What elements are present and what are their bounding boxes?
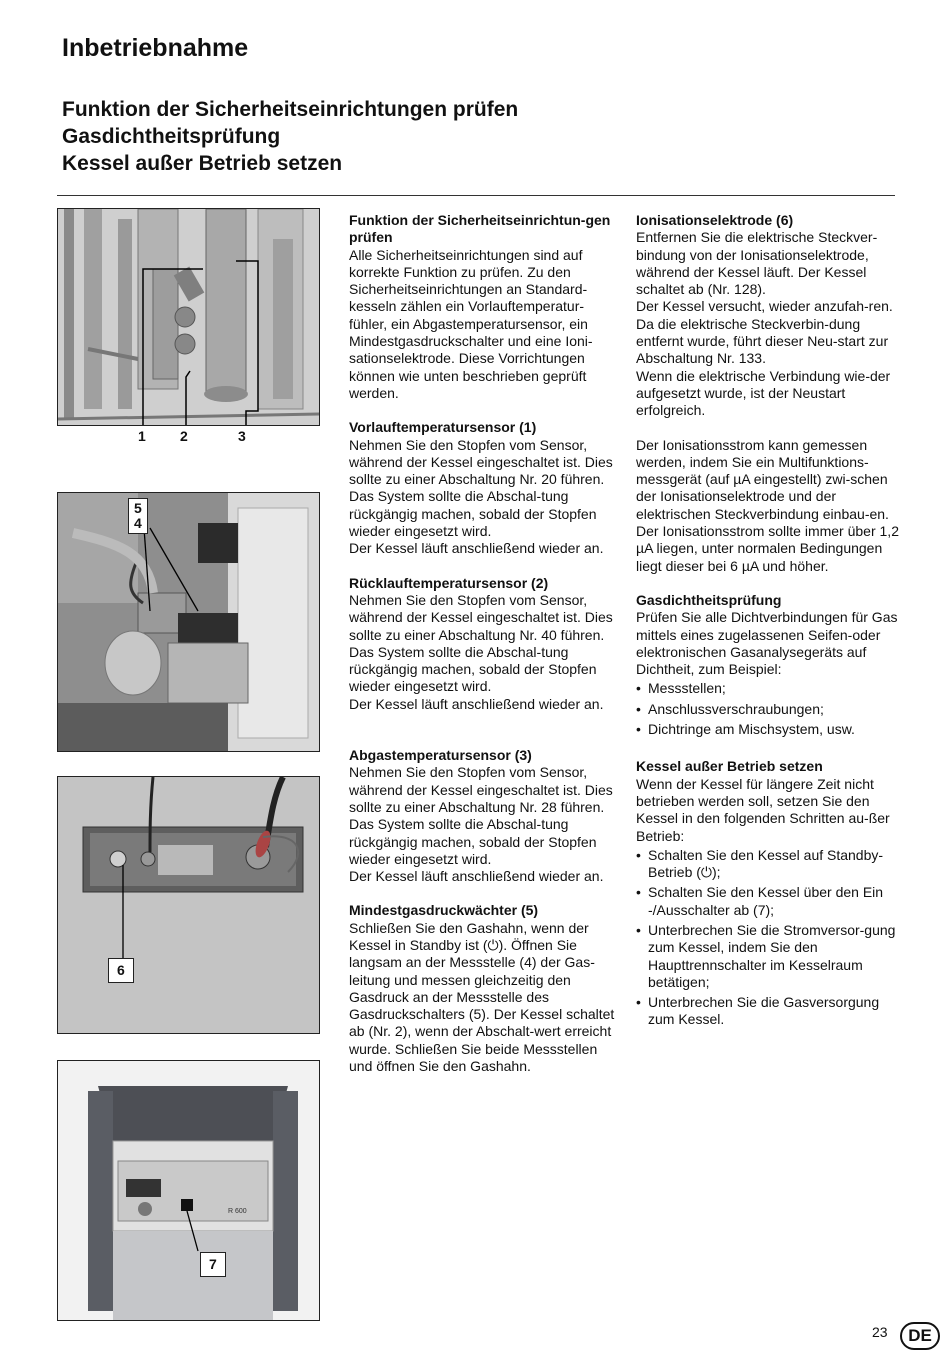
callout-5: 5 xyxy=(134,500,142,516)
heading-return-sensor: Rücklauftemperatursensor (2) xyxy=(349,574,549,591)
text-gas-pressure: Schließen Sie den Gashahn, wenn der Kessel in Standby ist (⏻). Öffnen Sie langsam an der Messstelle (4) der Gas-leitung und messen gleichzeitig den Gasdruck an der Messstelle des Gasdruckschalters (5). Der Kessel schaltet ab (Nr. 2), wenn der Abschalt-wert erreicht wurde. Schließen Sie beide Messstellen und öffnen Sie den Gashahn. xyxy=(349,919,615,1075)
header-divider xyxy=(57,195,895,196)
callout-1: 1 xyxy=(138,428,146,444)
heading-flow-sensor: Vorlauftemperatursensor (1) xyxy=(349,419,537,436)
list-item: • Unterbrechen Sie die Stromversor-gung zum Kessel, indem Sie den Haupttrennschalter im Kesselraum betätigen; xyxy=(636,922,906,991)
heading-shutdown: Kessel außer Betrieb setzen xyxy=(636,758,823,775)
section-safety-check xyxy=(349,212,617,402)
text-flow-sensor-restart: Der Kessel läuft anschließend wieder an. xyxy=(349,540,604,557)
figure-ionisation-photo xyxy=(57,776,320,1034)
callout-2: 2 xyxy=(180,428,188,444)
section-return-sensor xyxy=(349,575,617,713)
text-flue-sensor: Nehmen Sie den Stopfen vom Sensor, während der Kessel eingeschaltet ist. Dies sollte zu einer Abschaltung Nr. 28 führen. Das System sollte die Abschal-tung rückgängig machen, sobald der Stopfen wieder eingesetzt wird. xyxy=(349,764,613,867)
boiler-interior-illustration xyxy=(58,209,320,426)
heading-gas-tightness: Gasdichtheitsprüfung xyxy=(636,591,782,608)
callout-5-4 xyxy=(128,498,148,534)
list-item: • Messstellen; xyxy=(636,680,906,697)
list-item: • Unterbrechen Sie die Gasversorgung zum Kessel. xyxy=(636,994,906,1029)
subtitle-2: Gasdichtheitsprüfung xyxy=(62,125,281,148)
text-ionisation-restart: Der Kessel versucht, wieder anzufah-ren. Da die elektrische Steckverbin-dung entfernt wurde, führt dieser Neu-start zur Abschaltung Nr. 133. xyxy=(636,298,893,367)
text-ionisation-reconnect: Wenn die elektrische Verbindung wie-der aufgesetzt wurde, ist der Neustart erfolgreich. xyxy=(636,367,891,419)
callout-3: 3 xyxy=(238,428,246,444)
section-subtitles xyxy=(62,96,518,177)
section-gas-tightness xyxy=(636,592,906,738)
boiler-front-illustration xyxy=(58,1061,320,1321)
shutdown-steps-list xyxy=(636,847,906,1029)
heading-safety-check: Funktion der Sicherheitseinrichtun-gen prüfen xyxy=(349,212,611,246)
page-number: 23 xyxy=(872,1324,888,1340)
text-return-sensor-restart: Der Kessel läuft anschließend wieder an. xyxy=(349,695,604,712)
text-shutdown: Wenn der Kessel für längere Zeit nicht betrieben werden soll, setzen Sie den Kessel in den folgenden Schritten au-ßer Betrieb: xyxy=(636,775,890,844)
ionisation-electrode-illustration xyxy=(58,777,320,1034)
subtitle-3: Kessel außer Betrieb setzen xyxy=(62,152,343,175)
figure-sensors-photo xyxy=(57,208,320,426)
text-safety-check: Alle Sicherheitseinrichtungen sind auf korrekte Funktion zu prüfen. Zu den Sicherheitseinrichtungen an Standard-kesseln zählen ein Vorlauftemperatur-fühler, ein Abgastemperatursensor, ein Mindestgasdruckschalter und eine Ioni-sationselektrode. Diese Vorrichtungen können wie unten beschrieben geprüft werden. xyxy=(349,246,593,401)
text-flow-sensor: Nehmen Sie den Stopfen vom Sensor, während der Kessel eingeschaltet ist. Dies sollte zu einer Abschaltung Nr. 20 führen. Das System sollte die Abschal-tung rückgängig machen, sobald der Stopfen wieder eingesetzt wird. xyxy=(349,436,613,540)
figure-gas-valve-photo xyxy=(57,492,320,752)
heading-flue-sensor: Abgastemperatursensor (3) xyxy=(349,747,532,764)
list-item: • Schalten Sie den Kessel über den Ein -/Ausschalter ab (7); xyxy=(636,884,906,919)
boiler-model-label: R 600 xyxy=(228,1208,247,1215)
callout-6: 6 xyxy=(108,958,134,983)
callout-4: 4 xyxy=(134,515,142,531)
list-item: • Dichtringe am Mischsystem, usw. xyxy=(636,721,906,738)
gas-valve-illustration xyxy=(58,493,320,752)
section-flue-sensor xyxy=(349,747,617,885)
gas-tightness-list xyxy=(636,680,906,738)
list-item: • Anschlussverschraubungen; xyxy=(636,701,906,718)
text-column-left xyxy=(349,212,617,1075)
country-code-badge: DE xyxy=(900,1322,940,1350)
text-ionisation-current: Der Ionisationsstrom kann gemessen werden, indem Sie ein Multifunktions-messgerät (auf µA eingestellt) zwi-schen der Ionisationselektrode und der elektrischen Steckverbindung einbau-en. Der Ionisationsstrom sollte immer über 1,2 µA liegen, unter normalen Bedingungen liegt dieser bei 6 µA und höher. xyxy=(636,436,899,574)
text-ionisation: Entfernen Sie die elektrische Steckver-bindung von der Ionisationselektrode, während der Kessel läuft. Der Kessel schaltet ab (Nr. 128). xyxy=(636,229,878,298)
section-shutdown xyxy=(636,758,906,1028)
figure-boiler-panel-photo xyxy=(57,1060,320,1321)
subtitle-1: Funktion der Sicherheitseinrichtungen prüfen xyxy=(62,98,519,121)
page-title: Inbetriebnahme xyxy=(62,34,249,62)
section-ionisation xyxy=(636,212,906,575)
text-flue-sensor-restart: Der Kessel läuft anschließend wieder an. xyxy=(349,868,604,885)
callout-7: 7 xyxy=(200,1252,226,1277)
section-flow-sensor xyxy=(349,419,617,557)
heading-gas-pressure: Mindestgasdruckwächter (5) xyxy=(349,902,539,919)
text-return-sensor: Nehmen Sie den Stopfen vom Sensor, während der Kessel eingeschaltet ist. Dies sollte zu einer Abschaltung Nr. 40 führen. Das System sollte die Abschal-tung rückgängig machen, sobald der Stopfen wieder eingesetzt wird. xyxy=(349,591,613,695)
text-gas-tightness: Prüfen Sie alle Dichtverbindungen für Gas mittels eines zugelassenen Seifen-oder elektronischen Gasanalysegeräts auf Dichtheit, zum Beispiel: xyxy=(636,609,898,678)
heading-ionisation: Ionisationselektrode (6) xyxy=(636,212,794,228)
section-gas-pressure xyxy=(349,902,617,1075)
text-column-right xyxy=(636,212,906,1032)
list-item: • Schalten Sie den Kessel auf Standby-Betrieb (⏻); xyxy=(636,847,906,882)
